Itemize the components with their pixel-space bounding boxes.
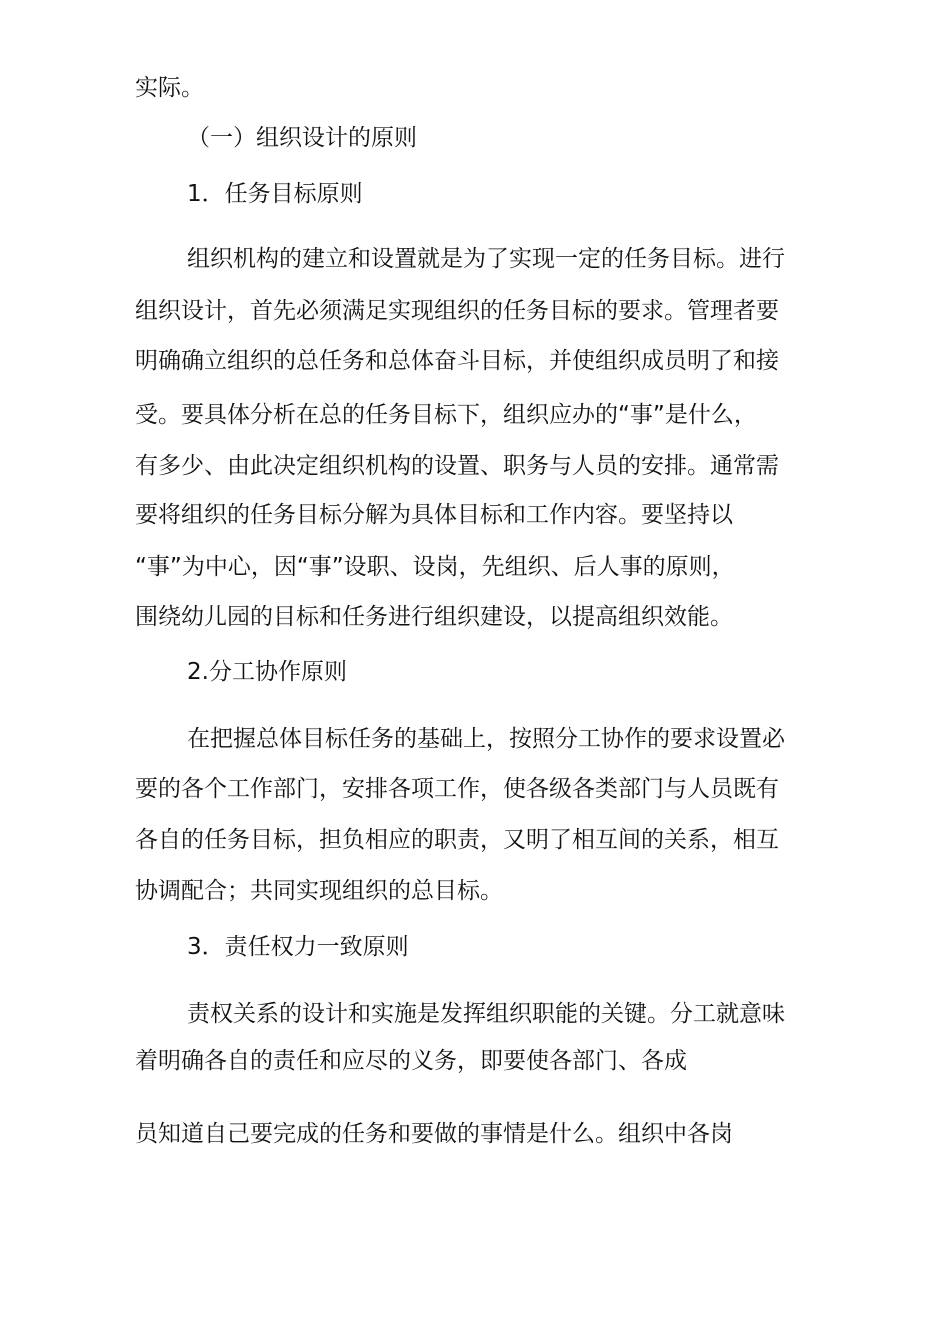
text-line: 员知道自己要完成的任务和要做的事情是什么。组织中各岗: [135, 1121, 733, 1147]
subsection-heading: 3．责任权力一致原则: [187, 934, 409, 960]
text-line: 要将组织的任务目标分解为具体目标和工作内容。要坚持以: [135, 502, 733, 528]
text-line: 着明确各自的责任和应尽的义务，即要使各部门、各成: [135, 1048, 687, 1074]
text-line: 责权关系的设计和实施是发挥组织职能的关键。分工就意味: [187, 1001, 785, 1027]
subsection-heading: 2.分工协作原则: [187, 659, 347, 685]
text-line: 受。要具体分析在总的任务目标下，组织应办的“事”是什么，: [135, 402, 757, 428]
text-line: 在把握总体目标任务的基础上，按照分工协作的要求设置必: [187, 726, 785, 752]
text-line: 组织设计，首先必须满足实现组织的任务目标的要求。管理者要: [135, 298, 779, 324]
text-line: 协调配合；共同实现组织的总目标。: [135, 878, 503, 904]
section-heading: （一）组织设计的原则: [187, 125, 417, 151]
text-line: “事”为中心，因“事”设职、设岗，先组织、后人事的原则，: [135, 554, 735, 580]
subsection-heading: 1．任务目标原则: [187, 181, 363, 207]
text-line: 各自的任务目标，担负相应的职责，又明了相互间的关系，相互: [135, 827, 779, 853]
text-line: 明确确立组织的总任务和总体奋斗目标，并使组织成员明了和接: [135, 348, 779, 374]
text-line: 实际。: [135, 75, 204, 101]
text-line: 组织机构的建立和设置就是为了实现一定的任务目标。进行: [187, 246, 785, 272]
text-line: 围绕幼儿园的目标和任务进行组织建设，以提高组织效能。: [135, 604, 733, 630]
text-line: 有多少、由此决定组织机构的设置、职务与人员的安排。通常需: [135, 453, 779, 479]
text-line: 要的各个工作部门，安排各项工作，使各级各类部门与人员既有: [135, 776, 779, 802]
